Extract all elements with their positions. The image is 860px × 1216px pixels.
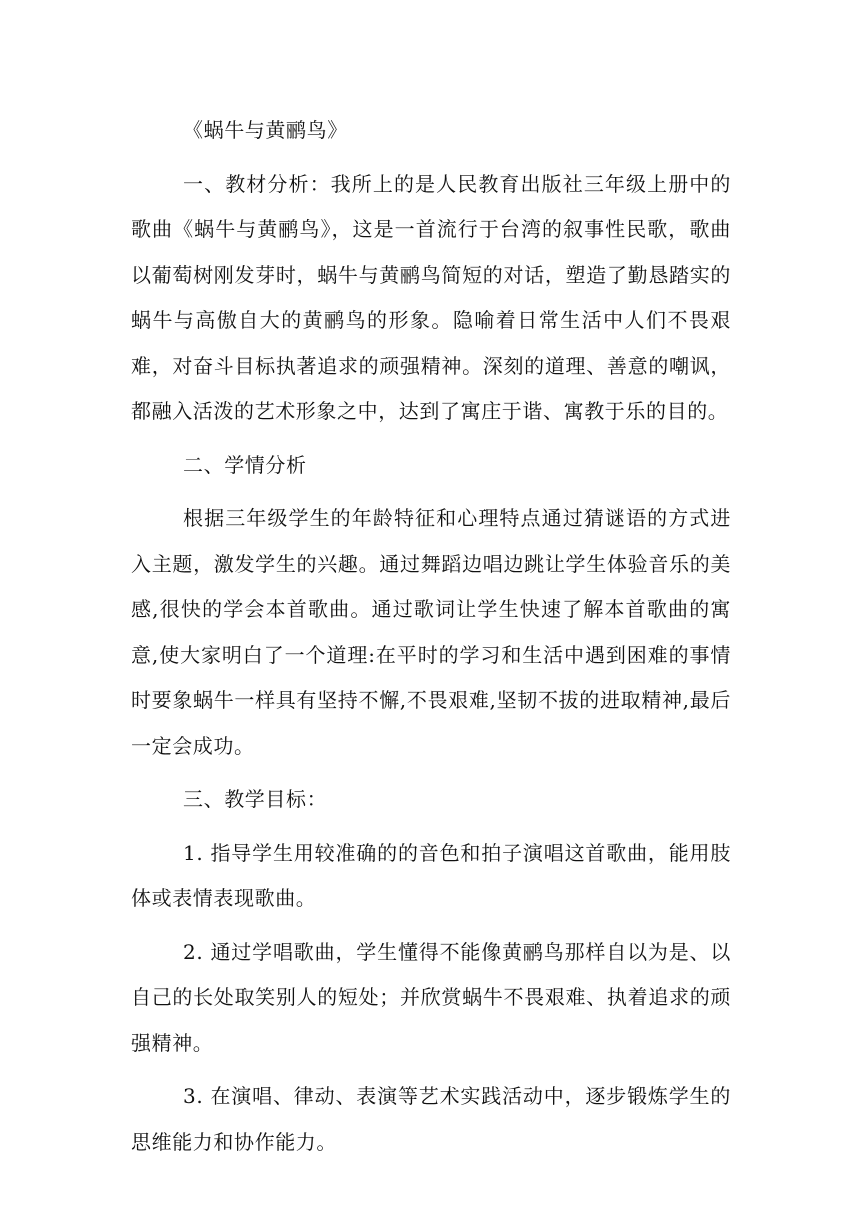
goal-item-3: 3. 在演唱、律动、表演等艺术实践活动中，逐步锻炼学生的思维能力和协作能力。 — [131, 1084, 731, 1154]
section-1-paragraph: 一、教材分析：我所上的是人民教育出版社三年级上册中的歌曲《蜗牛与黄鹂鸟》，这是一首流行于台湾的叙事性民歌，歌曲以葡萄树刚发芽时，蜗牛与黄鹂鸟简短的对话，塑造了勤恳踏实的蜗牛与高傲自大的黄鹂鸟的形象。隐喻着日常生活中人们不畏艰难，对奋斗目标执著追求的顽强精神。深刻的道理、善意的嘲讽，都融入活泼的艺术形象之中，达到了寓庄于谐、寓教于乐的目的。 — [131, 171, 731, 423]
goal-item-1: 1. 指导学生用较准确的的音色和拍子演唱这首歌曲，能用肢体或表情表现歌曲。 — [131, 840, 731, 910]
document-body — [131, 108, 731, 1165]
section-3-heading: 三、教学目标： — [183, 787, 328, 811]
section-2-paragraph: 根据三年级学生的年龄特征和心理特点通过猜谜语的方式进入主题，激发学生的兴趣。通过舞蹈边唱边跳让学生体验音乐的美感,很快的学会本首歌曲。通过歌词让学生快速了解本首歌曲的寓意,使大家明白了一个道理:在平时的学习和生活中遇到困难的事情时要象蜗牛一样具有坚持不懈,不畏艰难,坚韧不拔的进取精神,最后一定会成功。 — [131, 506, 731, 758]
section-2-heading: 二、学情分析 — [183, 452, 307, 477]
document-title: 《蜗牛与黄鹂鸟》 — [183, 118, 348, 142]
goal-item-2: 2. 通过学唱歌曲，学生懂得不能像黄鹂鸟那样自以为是、以自己的长处取笑别人的短处；并欣赏蜗牛不畏艰难、执着追求的顽强精神。 — [131, 939, 731, 1055]
